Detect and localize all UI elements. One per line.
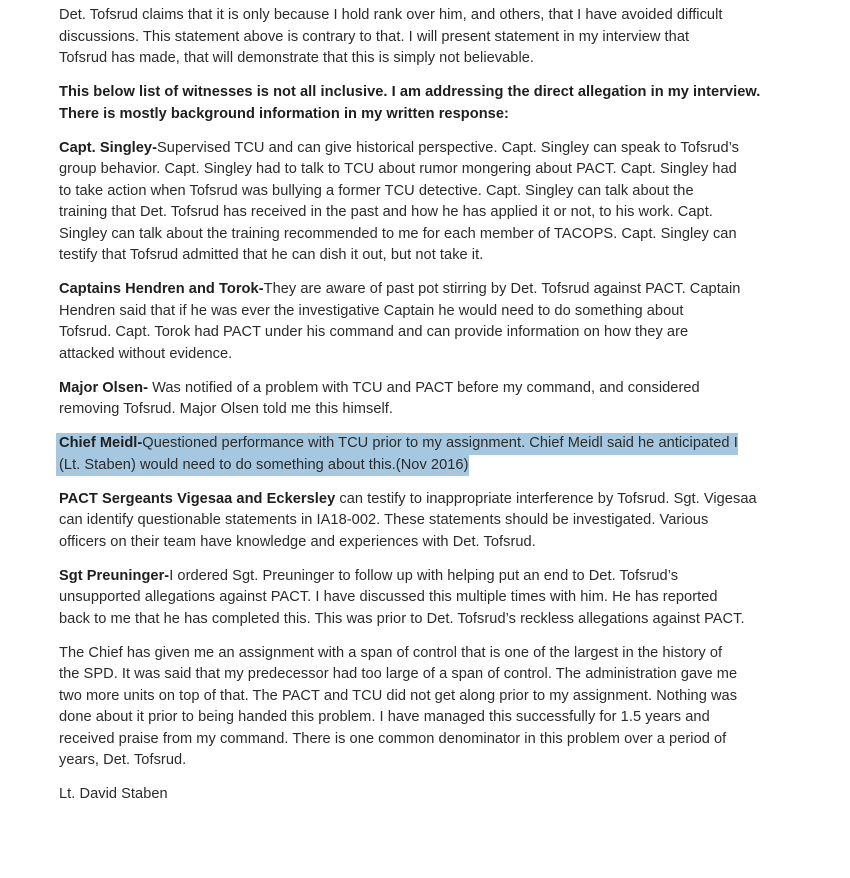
witness-text: I ordered Sgt. Preuninger to follow up with helping put an end to Det. Tofsrud’s xyxy=(169,567,679,584)
text-line: done about it prior to being handed this problem. I have managed this successfully for 1.5 years and xyxy=(59,709,710,725)
document-page xyxy=(59,5,849,818)
witness-text: Questioned performance with TCU prior to my assignment. Chief Meidl said he anticipated I xyxy=(142,435,738,451)
witness-text: can testify to inappropriate interference by Tofsrud. Sgt. Vigesaa xyxy=(335,490,757,507)
text-line: group behavior. Capt. Singley had to talk to TCU about rumor mongering about PACT. Capt. Singley had xyxy=(59,161,737,177)
text-selection-highlight[interactable] xyxy=(56,433,738,455)
text-line xyxy=(59,138,849,160)
text-line: removing Tofsrud. Major Olsen told me this himself. xyxy=(59,401,394,417)
text-line: two more units on top of that. The PACT and TCU did not get along prior to my assignment. Nothing was xyxy=(59,687,738,704)
text-line: testify that Tofsrud admitted that he can dish it out, but not take it. xyxy=(59,247,484,263)
text-line xyxy=(59,279,849,301)
text-line xyxy=(59,433,849,455)
text-line: The Chief has given me an assignment with a span of control that is one of the largest in the history of xyxy=(59,644,723,661)
witness-paragraph-singley xyxy=(59,138,849,267)
witness-paragraph-olsen xyxy=(59,378,849,421)
text-line: This below list of witnesses is not all inclusive. I am addressing the direct allegation in my interview. xyxy=(59,84,761,100)
witness-name: Capt. Singley- xyxy=(59,139,158,156)
text-line: unsupported allegations against PACT. I have discussed this multiple times with him. He has reported xyxy=(59,589,718,605)
text-line: There is mostly background information in my written response: xyxy=(59,105,509,122)
text-selection-highlight[interactable]: (Lt. Staben) would need to do something about this.(Nov 2016) xyxy=(56,455,469,477)
text-line: to take action when Tofsrud was bullying a former TCU detective. Capt. Singley can talk about the xyxy=(59,182,694,199)
text-line: Det. Tofsrud claims that it is only because I hold rank over him, and others, that I have avoided difficult xyxy=(59,7,723,23)
witness-name: Chief Meidl- xyxy=(59,435,143,451)
text-line: Tofsrud has made, that will demonstrate that this is simply not believable. xyxy=(59,50,535,66)
witness-name: Captains Hendren and Torok- xyxy=(59,281,264,297)
text-line: Hendren said that if he was ever the investigative Captain he would need to do something about xyxy=(59,302,684,319)
text-line: officers on their team have knowledge and experiences with Det. Tofsrud. xyxy=(59,533,536,550)
witness-paragraph-preuninger xyxy=(59,566,849,631)
text-line: training that Det. Tofsrud has received in the past and how he has applied it or not, to his work. Capt. xyxy=(59,204,713,220)
witness-paragraph-meidl-highlighted[interactable] xyxy=(59,433,849,476)
text-line: can identify questionable statements in IA18-002. These statements should be investigated. Various xyxy=(59,512,709,528)
text-line xyxy=(59,378,849,400)
witness-name: Major Olsen- xyxy=(59,379,148,396)
text-line: years, Det. Tofsrud. xyxy=(59,752,187,768)
text-line: Singley can talk about the training recommended to me for each member of TACOPS. Capt. Singley can xyxy=(59,225,737,242)
text-line: back to me that he has completed this. This was prior to Det. Tofsrud’s reckless allegations against PACT. xyxy=(59,610,745,627)
intro-paragraph xyxy=(59,5,849,70)
witness-paragraph-vigesaa-eckersley xyxy=(59,489,849,554)
witness-text: Was notified of a problem with TCU and PACT before my command, and considered xyxy=(148,379,700,396)
text-line: the SPD. It was said that my predecessor had too large of a span of control. The administration gave me xyxy=(59,666,738,682)
text-line xyxy=(59,455,849,477)
text-line: Tofsrud. Capt. Torok had PACT under his command and can provide information on how they are xyxy=(59,324,689,340)
witness-text: Supervised TCU and can give historical perspective. Capt. Singley can speak to Tofsrud’s xyxy=(157,139,739,156)
witness-text: They are aware of past pot stirring by Det. Tofsrud against PACT. Captain xyxy=(263,281,741,297)
text-line: received praise from my command. There is one common denominator in this problem over a period of xyxy=(59,730,727,747)
text-line xyxy=(59,489,849,511)
signature xyxy=(59,784,849,806)
text-line xyxy=(59,566,849,588)
witness-name: Sgt Preuninger- xyxy=(59,567,170,584)
signature-text: Lt. David Staben xyxy=(59,786,168,802)
text-line: attacked without evidence. xyxy=(59,345,233,362)
text-line: discussions. This statement above is contrary to that. I will present statement in my interview that xyxy=(59,28,690,45)
witness-name: PACT Sergeants Vigesaa and Eckersley xyxy=(59,490,336,507)
witness-paragraph-hendren-torok xyxy=(59,279,849,365)
closing-paragraph xyxy=(59,643,849,772)
witness-note-paragraph xyxy=(59,82,849,125)
